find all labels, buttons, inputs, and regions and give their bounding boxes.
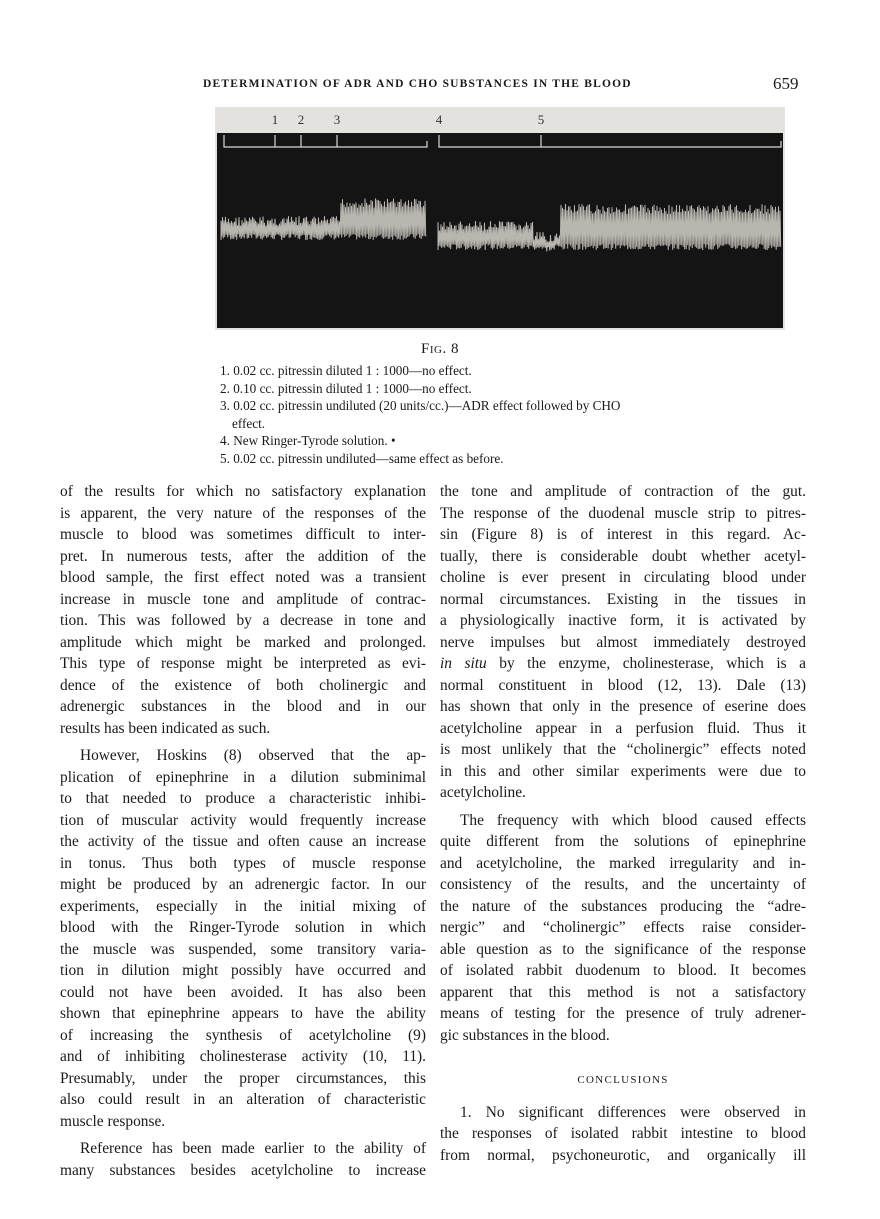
text-line: of the results for which no satisfactory explanation [60,483,426,500]
paragraph [60,1138,426,1181]
text-line: The response of the duodenal muscle strip to pitres- [440,504,806,522]
text-line: the nature of the substances producing the “adre- [440,897,806,915]
text-line: from normal, psychoneurotic, and organically ill [440,1146,806,1164]
right-column [440,481,806,1172]
left-column [60,481,426,1187]
text-line: shown that epinephrine appears to have the ability [60,1005,426,1022]
text-line: might be produced by an adrenergic factor. In our [60,876,426,893]
event-marker-label: 3 [333,112,341,127]
text-line: consistency of the results, and the uncertainty of [440,876,806,893]
paragraph [60,481,426,739]
text-line: and of inhibiting cholinesterase activity (10, 11). [60,1048,426,1065]
text-line: However, Hoskins (8) observed that the ap- [80,747,426,764]
text-line: muscle response. [60,1112,166,1130]
caption-item: 4. New Ringer-Tyrode solution. • [220,433,396,449]
text-line: blood with the Ringer-Tyrode solution in which [60,919,426,936]
text-line: of isolated rabbit duodenum to blood. It becomes [440,962,806,979]
caption-item: 5. 0.02 cc. pitressin undiluted—same effect as before. [220,450,504,466]
text-line: pret. In numerous tests, after the addition of the [60,547,426,565]
text-line: adrenergic substances in the blood and in our [60,698,426,715]
event-marker-label: 1 [271,112,279,127]
text-line: experiments, especially in the initial mixing of [60,897,426,915]
text-line: and acetylcholine, the marked irregularity and in- [440,854,806,872]
text-line: This type of response might be interpreted as evi- [60,655,426,672]
text-line: is apparent, the very nature of the responses of the [60,504,426,522]
text-line: Presumably, under the proper circumstances, this [60,1069,426,1087]
paragraph [440,481,806,804]
text-line: gic substances in the blood. [440,1026,610,1044]
text-line: nergic” and “cholinergic” effects raise consider- [440,919,806,936]
text-line: could not have been avoided. It has also been [60,983,426,1001]
text-line: Reference has been made earlier to the ability of [80,1140,426,1157]
event-marker-label: 5 [537,112,545,127]
text-line: The frequency with which blood caused effects [460,811,806,829]
text-line: choline is ever present in circulating blood under [440,569,806,586]
text-line: tually, there is considerable doubt whether acetyl- [440,547,806,565]
figure-kymograph [215,107,785,330]
text-line: in tonus. Thus both types of muscle response [60,854,426,872]
caption-item: 2. 0.10 cc. pitressin diluted 1 : 1000—no effect. [220,380,472,396]
text-line: amplitude which might be marked and prolonged. [60,633,426,651]
paragraph [440,810,806,1047]
caption-item: 1. 0.02 cc. pitressin diluted 1 : 1000—no effect. [220,363,472,378]
text-line: muscle to blood was sometimes difficult to inter- [60,526,426,543]
caption-item: 3. 0.02 cc. pitressin undiluted (20 units/cc.)—ADR effect followed by CHO effect. [220,398,621,431]
text-line: of increasing the synthesis of acetylcholine (9) [60,1026,426,1044]
figure-title: Fig. 8 [421,341,459,357]
text-line: the muscle was suspended, some transitory varia- [60,940,426,958]
text-line: 1. No significant differences were observed in [460,1103,806,1121]
text-line: blood sample, the first effect noted was a transient [60,569,426,586]
text-line: normal constituent in blood (12, 13). Dale (13) [440,676,806,694]
text-line: nerve impulses but almost immediately destroyed [440,633,806,651]
paragraph [60,745,426,1132]
text-line: tion of muscular activity would frequently increase [60,811,426,829]
text-line: many substances besides acetylcholine to increase [60,1161,426,1179]
text-line: also could result in an alteration of characteristic [60,1091,426,1108]
text-line: able question as to the significance of the response [440,940,806,958]
text-line: means of testing for the presence of truly adrener- [440,1005,806,1022]
section-heading-conclusions: CONCLUSIONS [577,1074,669,1086]
event-marker-label: 4 [435,112,443,127]
text-line: a physiologically inactive form, it is activated by [440,612,806,629]
text-line: results has been indicated as such. [60,719,271,737]
text-line: tion in dilution might possibly have occurred and [60,962,426,979]
text-line: is most unlikely that the “cholinergic” effects noted [440,741,806,758]
text-line: to that needed to produce a characteristic inhibi- [60,790,426,807]
text-line: plication of epinephrine in a dilution subminimal [60,768,426,786]
event-marker-label: 2 [297,112,305,127]
text-line: in this and other similar experiments were due to [440,762,806,780]
figure-captions [220,362,650,468]
paragraph [440,1102,806,1167]
text-line: the activity of the tissue and often cause an increase [60,833,426,850]
text-line: dence of the existence of both cholinergic and [60,676,426,694]
text-line: normal circumstances. Existing in the tissues in [440,590,806,608]
running-head: DETERMINATION OF ADR AND CHO SUBSTANCES IN THE BLOOD [203,78,632,90]
text-line: quite different from the solutions of epinephrine [440,833,806,850]
text-line: acetylcholine appear in a perfusion fluid. Thus it [440,719,806,737]
text-line: has shown that only in the presence of eserine does [440,698,806,715]
text-line: apparent that this method is not a satisfactory [440,983,806,1001]
text-line: acetylcholine. [440,784,526,801]
text-line: the tone and amplitude of contraction of the gut. [440,483,806,500]
text-line: increase in muscle tone and amplitude of contrac- [60,590,426,608]
page-number: 659 [773,74,799,93]
text-line: in situ by the enzyme, cholinesterase, which is a [440,655,806,672]
text-line: the responses of isolated rabbit intestine to blood [440,1125,806,1142]
text-line: sin (Figure 8) is of interest in this regard. Ac- [440,526,806,543]
kymograph-image [215,107,785,330]
text-line: tion. This was followed by a decrease in tone and [60,612,426,629]
